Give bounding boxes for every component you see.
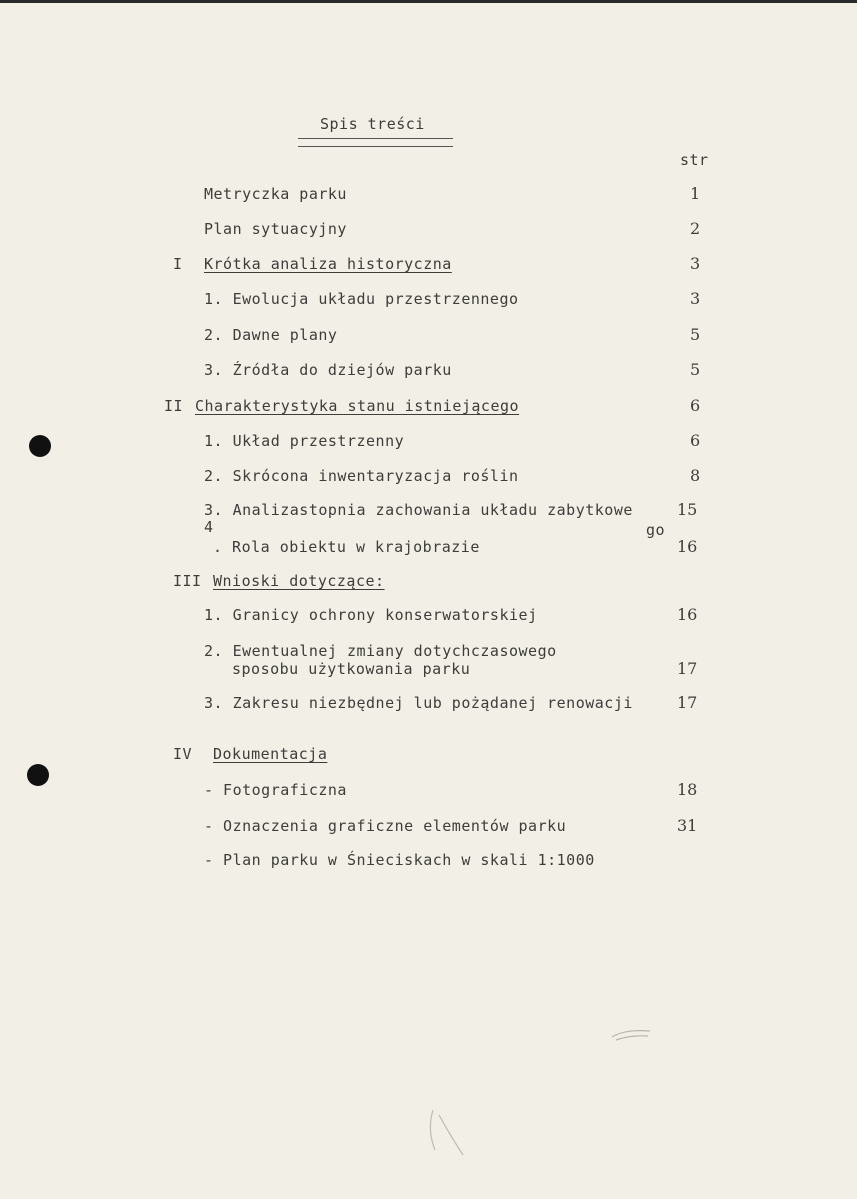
toc-entry-page: 5 — [690, 325, 701, 344]
toc-entry-page: 31 — [677, 816, 698, 835]
toc-section-heading: Charakterystyka stanu istniejącego — [195, 397, 520, 415]
toc-entry-page: 3 — [690, 254, 701, 273]
toc-entry-text: 3. Analizastopnia zachowania układu zabytkowe — [204, 501, 633, 519]
toc-entry-text: 1. Układ przestrzenny — [204, 432, 405, 450]
toc-entry-text: 2. Skrócona inwentaryzacja roślin — [204, 467, 519, 485]
toc-entry-text: 3. Źródła do dziejów parku — [204, 361, 452, 379]
toc-entry-text: 1. Granicy ochrony konserwatorskiej — [204, 606, 538, 624]
toc-entry-page: 2 — [690, 219, 701, 238]
toc-entry-suffix: go — [646, 521, 666, 539]
toc-section-roman: IV — [173, 745, 193, 763]
toc-entry-text: Plan sytuacyjny — [204, 220, 347, 238]
toc-section-heading: Krótka analiza historyczna — [204, 255, 452, 273]
punch-hole-lower — [27, 764, 49, 786]
toc-section-roman: II — [164, 397, 184, 415]
toc-entry-page: 1 — [690, 184, 701, 203]
toc-entry-text: 2. Ewentualnej zmiany dotychczasowego — [204, 642, 557, 660]
page-title: Spis treści — [320, 115, 425, 133]
toc-entry-prefix: 4 — [204, 518, 214, 536]
toc-entry-text: 2. Dawne plany — [204, 326, 338, 344]
toc-section-heading: Wnioski dotyczące: — [213, 572, 385, 590]
toc-entry-text: - Plan parku w Śnieciskach w skali 1:1000 — [204, 851, 595, 869]
page-column-header: str — [680, 151, 709, 169]
toc-entry-page: 8 — [690, 466, 701, 485]
toc-entry-text: 3. Zakresu niezbędnej lub pożądanej renowacji — [204, 694, 633, 712]
page-top-edge — [0, 0, 857, 3]
pencil-mark — [425, 1105, 470, 1160]
toc-entry-page: 6 — [690, 396, 701, 415]
toc-entry-text: - Oznaczenia graficzne elementów parku — [204, 817, 567, 835]
toc-entry-text: . Rola obiektu w krajobrazie — [213, 538, 480, 556]
toc-entry-text-continued: sposobu użytkowania parku — [232, 660, 471, 678]
pencil-scribble — [610, 1025, 655, 1045]
punch-hole-upper — [29, 435, 51, 457]
toc-section-heading: Dokumentacja — [213, 745, 328, 763]
toc-entry-text: 1. Ewolucja układu przestrzennego — [204, 290, 519, 308]
toc-entry-text: - Fotograficzna — [204, 781, 347, 799]
toc-entry-page: 15 — [677, 500, 698, 519]
toc-entry-text: Metryczka parku — [204, 185, 347, 203]
toc-entry-page: 18 — [677, 780, 698, 799]
toc-entry-page: 16 — [677, 605, 698, 624]
toc-section-roman: III — [173, 572, 202, 590]
toc-entry-page: 16 — [677, 537, 698, 556]
toc-entry-page: 17 — [677, 659, 698, 678]
toc-entry-page: 5 — [690, 360, 701, 379]
toc-entry-page: 3 — [690, 289, 701, 308]
toc-entry-page: 17 — [677, 693, 698, 712]
toc-entry-page: 6 — [690, 431, 701, 450]
toc-section-roman: I — [173, 255, 183, 273]
title-double-underline — [298, 138, 453, 147]
